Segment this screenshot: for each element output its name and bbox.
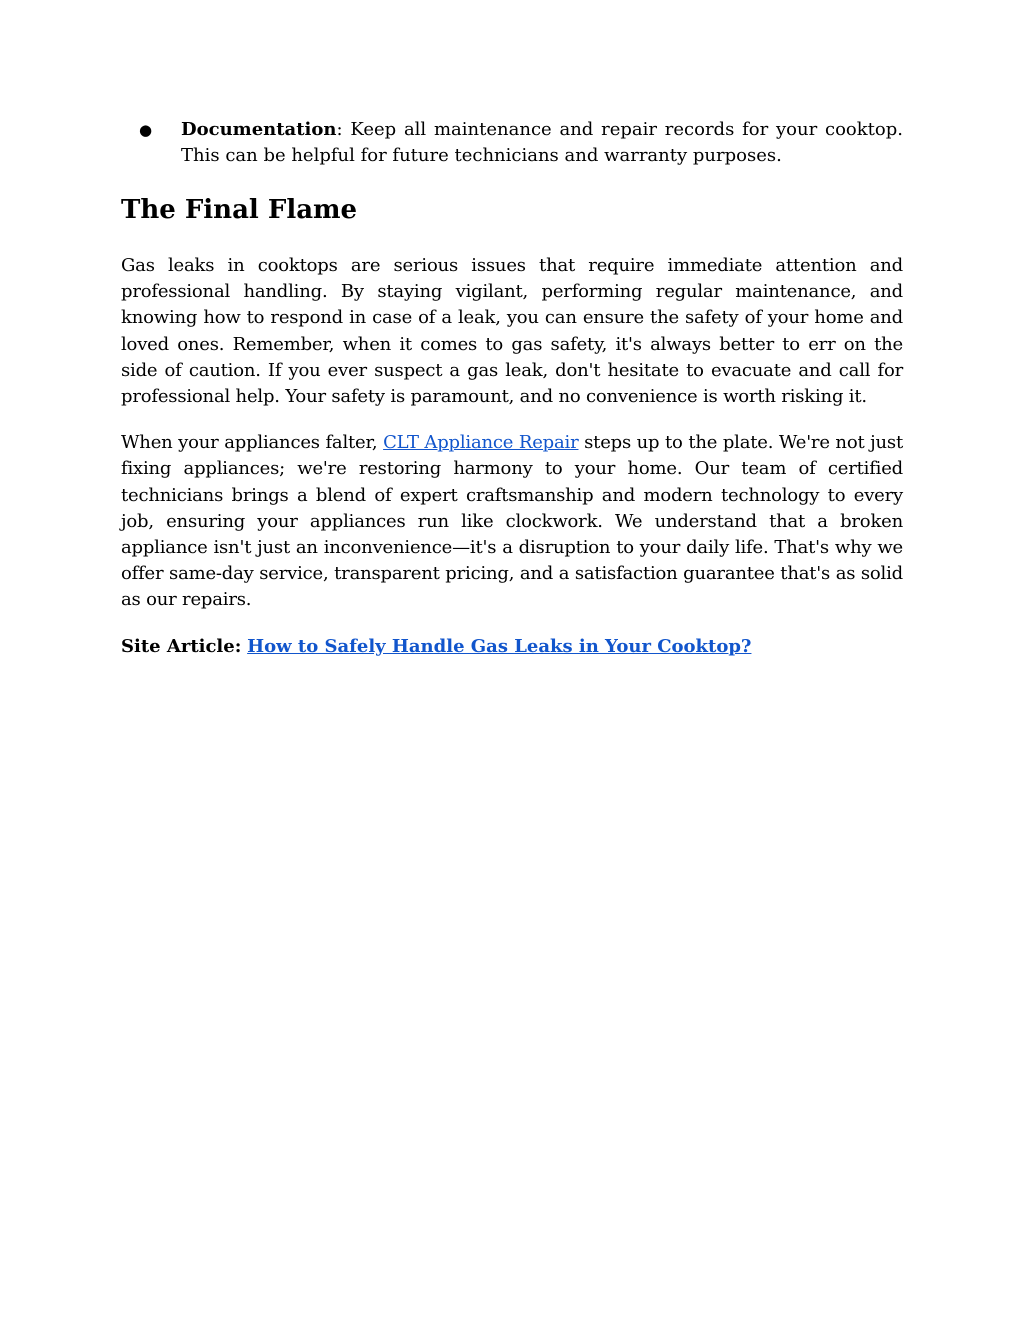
site-article-label: Site Article: <box>121 635 242 657</box>
site-article-link[interactable]: How to Safely Handle Gas Leaks in Your Cooktop? <box>247 635 752 657</box>
company-paragraph-body: steps up to the plate. We're not just fixing appliances; we're restoring harmony to your home. Our team of certified technicians brings a blend of expert craftsmanship and modern technology to every job, ensuring your appliances run like clockwork. We understand that a broken appliance isn't just an inconvenience—it's a disruption to your daily life. That's why we offer same-day service, transparent pricing, and a satisfaction guarantee that's as solid as our repairs. <box>121 432 903 611</box>
conclusion-paragraph: Gas leaks in cooktops are serious issues that require immediate attention and professional handling. By staying vigilant, performing regular maintenance, and knowing how to respond in case of a leak, you can ensure the safety of your home and loved ones. Remember, when it comes to gas safety, it's always better to err on the side of caution. If you ever suspect a gas leak, don't hesitate to evacuate and call for professional help. Your safety is paramount, and no convenience is worth risking it. <box>121 255 903 408</box>
document-page <box>121 117 903 678</box>
bullet-item-documentation <box>121 117 903 169</box>
company-paragraph-intro: When your appliances falter, <box>121 432 384 454</box>
section-heading: The Final Flame <box>121 195 358 225</box>
bullet-separator: : <box>336 119 343 140</box>
site-article-line <box>121 634 903 660</box>
bullet-text: Keep all maintenance and repair records for your cooktop. This can be helpful for future technicians and warranty purposes. <box>181 119 903 166</box>
company-link[interactable]: CLT Appliance Repair <box>383 432 579 454</box>
bullet-icon: ● <box>139 121 153 139</box>
bullet-term: Documentation <box>181 119 337 140</box>
company-paragraph <box>121 430 903 613</box>
